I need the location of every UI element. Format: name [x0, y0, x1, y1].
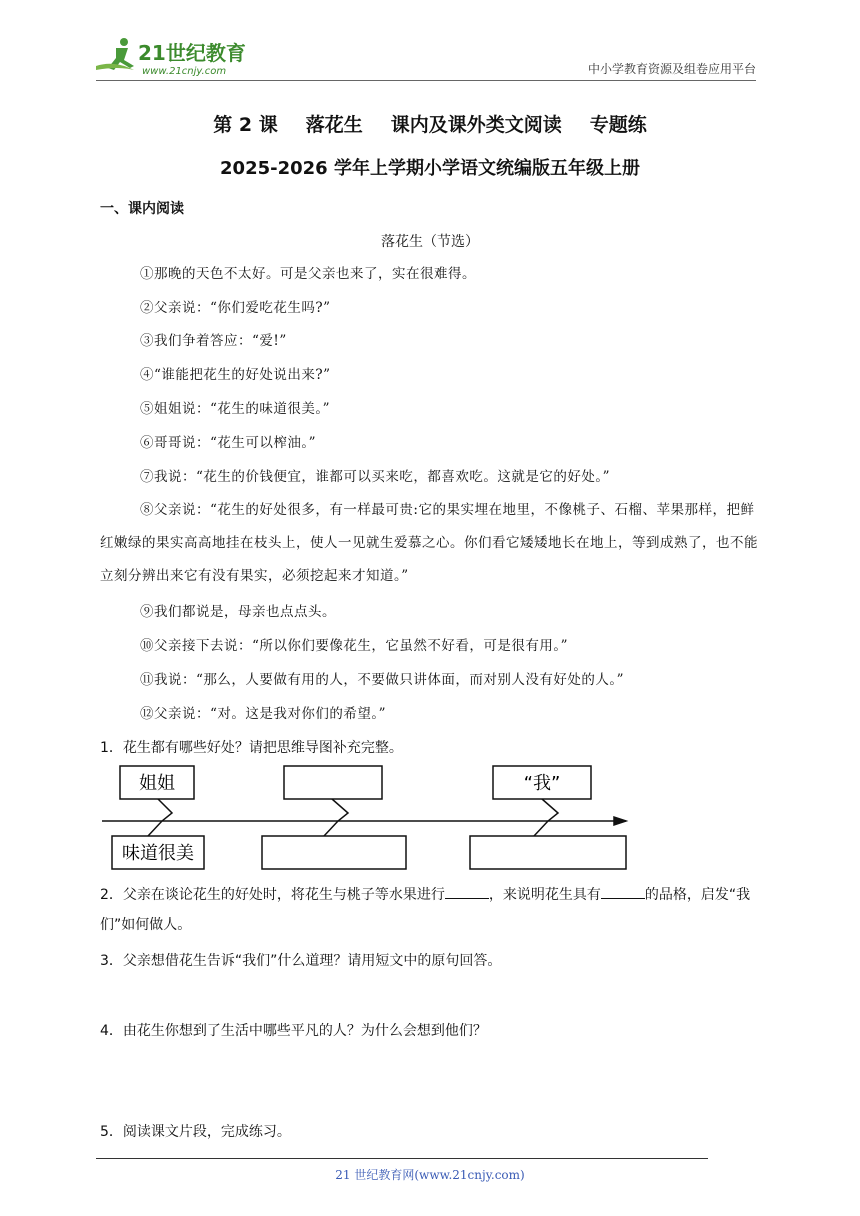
passage-paragraph: ①那晚的天色不太好。可是父亲也来了，实在很难得。: [140, 266, 476, 282]
title-type: 课内及课外类文阅读: [390, 114, 562, 136]
q2-text-c: 的品格，启发“我们”如何做人。: [100, 887, 751, 933]
passage-paragraph: ⑨我们都说是，母亲也点点头。: [140, 604, 336, 620]
mind-map-connector: [148, 799, 172, 836]
passage-paragraph: ⑫父亲说：“对。这是我对你们的希望。”: [140, 706, 387, 722]
logo-text: 21世纪教育: [138, 41, 246, 65]
question-5: 5．阅读课文片段，完成练习。: [100, 1124, 291, 1140]
header-platform-text: 中小学教育资源及组卷应用平台: [587, 62, 756, 76]
mind-map: [96, 762, 641, 872]
section-heading: 一、课内阅读: [100, 201, 184, 217]
mind-map-connector: [324, 799, 348, 836]
passage-paragraph: ④“谁能把花生的好处说出来?”: [140, 367, 331, 383]
question-3: 3．父亲想借花生告诉“我们”什么道理？请用短文中的原句回答。: [100, 953, 502, 969]
q2-text-a: 2．父亲在谈论花生的好处时，将花生与桃子等水果进行: [100, 887, 445, 903]
title-lesson: 第 2 课: [213, 114, 278, 136]
page-title: [0, 110, 860, 137]
q2-text-b: ，来说明花生具有: [488, 887, 601, 903]
mind-map-label: “我”: [523, 773, 561, 794]
question-2: [100, 880, 762, 940]
passage-paragraph: ⑪我说：“那么，人要做有用的人，不要做只讲体面，而对别人没有好处的人。”: [140, 672, 625, 688]
axis-arrowhead: [614, 817, 626, 825]
passage-paragraph: ⑧父亲说：“花生的好处很多，有一样最可贵:它的果实埋在地里，不像桃子、石榴、苹果那样，把鲜红嫩绿的果实高高地挂在枝头上，使人一见就生爱慕之心。你们看它矮矮地长在地上，等到成熟了，也不能立刻分辨出来它有没有果实，必须挖起来才知道。”: [100, 502, 758, 584]
mind-map-box-bottom-2: [262, 836, 406, 869]
mind-map-label: 姐姐: [139, 773, 175, 794]
passage-paragraph: ⑥哥哥说：“花生可以榨油。”: [140, 435, 317, 451]
passage-title: 落花生（节选）: [381, 234, 479, 250]
answer-blank[interactable]: [445, 884, 489, 899]
site-logo: [94, 36, 264, 80]
mind-map-label: 味道很美: [122, 843, 194, 864]
passage-paragraph: ⑩父亲接下去说：“所以你们要像花生，它虽然不好看，可是很有用。”: [140, 638, 569, 654]
page-subtitle: 2025-2026 学年上学期小学语文统编版五年级上册: [220, 158, 640, 179]
answer-blank[interactable]: [601, 884, 645, 899]
question-1: 1．花生都有哪些好处？请把思维导图补充完整。: [100, 740, 403, 756]
footer-divider: [96, 1158, 708, 1159]
title-topic: 落花生: [305, 114, 363, 136]
runner-icon: [96, 38, 134, 70]
title-practice: 专题练: [589, 114, 647, 136]
question-4: 4．由花生你想到了生活中哪些平凡的人？为什么会想到他们？: [100, 1023, 487, 1039]
passage-paragraph: ②父亲说：“你们爱吃花生吗?”: [140, 300, 331, 316]
passage-paragraph: ③我们争着答应：“爱!”: [140, 333, 287, 349]
header-divider: [96, 80, 756, 81]
footer-link[interactable]: 21 世纪教育网(www.21cnjy.com): [335, 1168, 525, 1182]
mind-map-connector: [534, 799, 558, 836]
logo-url: www.21cnjy.com: [142, 66, 227, 77]
mind-map-box-top-2: [284, 766, 382, 799]
passage-paragraph: ⑤姐姐说：“花生的味道很美。”: [140, 401, 331, 417]
passage-paragraph: ⑦我说：“花生的价钱便宜，谁都可以买来吃，都喜欢吃。这就是它的好处。”: [140, 469, 611, 485]
mind-map-box-bottom-3: [470, 836, 626, 869]
